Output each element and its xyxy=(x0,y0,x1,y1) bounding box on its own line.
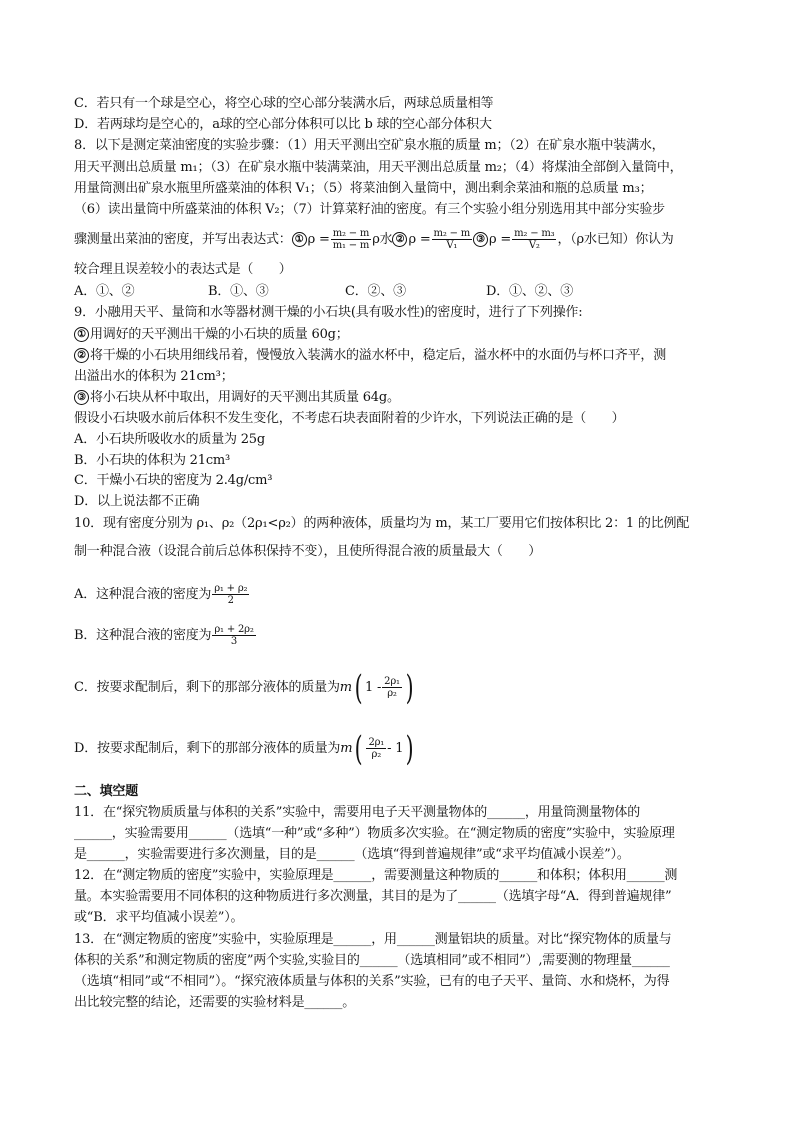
q10-option-c-m: m xyxy=(339,680,352,695)
q10-option-c-numerator: 2ρ₁ xyxy=(384,676,400,687)
formula-2-lhs: ρ = xyxy=(408,232,431,247)
circled-1: ① xyxy=(292,232,307,247)
q9-option-d: D．以上说法都不正确 xyxy=(74,494,200,509)
q10-option-c-one-minus: 1 - xyxy=(364,680,382,695)
q11-line-3: 是______，实验需要进行多次测量，目的是______（选填“得到普遍规律”或“求平均值减小误差”）。 xyxy=(74,847,630,862)
q10-line-1: 10．现有密度分别为 ρ₁、ρ₂（2ρ₁<ρ₂）的两种液体，质量均为 m，某工厂要用它们按体积比 2：1 的比例配 xyxy=(74,516,690,531)
formula-2-numerator: m₂ − m xyxy=(433,228,471,239)
formula-1-numerator: m₂ − m xyxy=(332,228,370,239)
q13-line-1: 13．在“测定物质的密度”实验中，实验原理是______，用______测量铝块的质量。对比“探究物体的质量与 xyxy=(74,932,672,947)
q9-assumption: 假设小石块吸水前后体积不发生变化，不考虑石块表面附着的少许水，下列说法正确的是（ ） xyxy=(74,411,625,426)
q9-step-2a-text: 将干燥的小石块用细线吊着，慢慢放入装满水的溢水杯中，稳定后，溢水杯中的水面仍与杯口齐平，测 xyxy=(90,348,667,363)
q7-option-c: C．若只有一个球是空心，将空心球的空心部分装满水后，两球总质量相等 xyxy=(74,96,494,111)
circled-1: ① xyxy=(74,327,89,342)
q8-line-5-suffix: ，（ρ水已知）你认为 xyxy=(557,232,674,247)
q8-line-4: （6）读出量筒中所盛菜油的体积 V₂；（7）计算菜籽油的密度。有三个实验小组分别选用其中部分实验步 xyxy=(74,202,665,217)
left-paren: ( xyxy=(354,667,363,708)
q10-option-a xyxy=(74,582,250,608)
q10-option-d-numerator: 2ρ₁ xyxy=(368,737,385,748)
right-paren: ) xyxy=(405,728,414,769)
q10-option-b-text: B．这种混合液的密度为 xyxy=(74,628,212,643)
q8-line-3: 用量筒测出矿泉水瓶里所盛菜油的体积 V₁；（5）将菜油倒入量筒中，测出剩余菜油和瓶的总质量 m₃； xyxy=(74,181,653,196)
q8-option-b: B．①、③ xyxy=(208,284,269,299)
q9-line-1: 9．小融用天平、量筒和水等器材测干燥的小石块(具有吸水性)的密度时，进行了下列操作: xyxy=(74,305,583,320)
q9-step-2a xyxy=(74,346,666,366)
q10-option-d-text: D．按要求配制后，剩下的那部分液体的质量为 xyxy=(74,741,341,756)
q10-option-c-text: C．按要求配制后，剩下的那部分液体的质量为 xyxy=(74,680,340,695)
q8-line-6: 较合理且误差较小的表达式是（ ） xyxy=(74,262,292,277)
right-paren: ) xyxy=(405,667,414,708)
q10-option-d xyxy=(74,728,416,769)
q10-option-b-fraction xyxy=(212,624,255,647)
formula-2-fraction xyxy=(432,228,473,251)
q8-line-5 xyxy=(74,228,674,252)
q8-line-1: 8．以下是测定菜油密度的实验步骤：（1）用天平测出空矿泉水瓶的质量 m；（2）在矿泉水瓶中装满水， xyxy=(74,138,665,153)
q9-option-b: B．小石块的体积为 21cm³ xyxy=(74,453,231,468)
q11-line-1: 11．在“探究物质质量与体积的关系”实验中，需要用电子天平测量物体的______，用量筒测量物体的 xyxy=(74,805,641,820)
formula-1-lhs: ρ = xyxy=(307,232,330,247)
q8-option-a: A．①、② xyxy=(74,284,135,299)
q8-option-c: C．②、③ xyxy=(345,284,406,299)
q12-line-1: 12．在“测定物质的密度”实验中，实验原理是______，需要测量这种物质的______和体积；体积用______测 xyxy=(74,868,678,883)
q11-line-2: ______，实验需要用______（选填“一种”或“多种”）物质多次实验。在“测定物质的密度”实验中，实验原理 xyxy=(74,826,675,841)
q13-line-4: 出比较完整的结论，还需要的实验材料是______。 xyxy=(74,995,356,1010)
q9-option-a: A．小石块所吸收水的质量为 25g xyxy=(74,432,265,447)
q13-line-3: （选填“相同”或“不相同”）。“探究液体质量与体积的关系”实验，已有的电子天平、量筒、水和烧杯，为得 xyxy=(74,974,670,989)
q10-line-2: 制一种混合液（设混合前后总体积保持不变），且使所得混合液的质量最大（ ） xyxy=(74,544,542,559)
q10-option-d-minus-one: - 1 xyxy=(387,741,404,756)
q9-step-1 xyxy=(74,325,349,345)
q9-step-1-text: 用调好的天平测出干燥的小石块的质量 60g； xyxy=(90,327,349,342)
q9-option-c: C．干燥小石块的密度为 2.4g/cm³ xyxy=(74,473,273,488)
q10-option-a-fraction xyxy=(212,583,249,606)
formula-3-lhs: ρ = xyxy=(489,232,512,247)
q12-line-3: 或“B．求平均值减小误差”）。 xyxy=(74,910,244,925)
q10-option-d-m: m xyxy=(340,741,353,756)
q10-option-d-denominator: ρ₂ xyxy=(371,749,382,760)
q10-option-b-numerator: ρ₁ + 2ρ₂ xyxy=(214,624,254,635)
formula-1-tail: ρ水 xyxy=(372,232,393,247)
q10-option-b xyxy=(74,623,257,649)
q9-step-3-text: 将小石块从杯中取出，用调好的天平测出其质量 64g。 xyxy=(90,390,400,405)
circled-2: ② xyxy=(392,232,407,247)
q10-option-a-denominator: 2 xyxy=(227,595,234,606)
circled-3: ③ xyxy=(74,390,89,405)
circled-2: ② xyxy=(74,348,89,363)
formula-3-denominator: V₂ xyxy=(528,240,540,251)
formula-1-denominator: m₁ − m xyxy=(332,240,370,251)
formula-1-fraction xyxy=(331,228,372,251)
circled-3: ③ xyxy=(473,232,488,247)
formula-2-denominator: V₁ xyxy=(446,240,458,251)
q8-line-5-prefix: 骤测量出菜油的密度，并写出表达式： xyxy=(74,232,292,247)
formula-3-fraction xyxy=(512,228,556,251)
q10-option-a-text: A．这种混合液的密度为 xyxy=(74,587,212,602)
q10-option-b-denominator: 3 xyxy=(230,636,238,647)
q13-line-2: 体积的关系”和测定物质的密度”两个实验,实验目的______（选填相同”或不相同”）,需要测的物理量______ xyxy=(74,953,670,968)
section-title-fill-in: 二、填空题 xyxy=(74,784,139,799)
q9-step-3 xyxy=(74,388,400,408)
q12-line-2: 量。本实验需要用不同体积的这种物质进行多次测量，其目的是为了______（选填字母“A．得到普遍规律” xyxy=(74,889,672,904)
q10-option-c xyxy=(74,667,416,708)
q10-option-c-fraction xyxy=(382,676,402,699)
q8-line-2: 用天平测出总质量 m₁；（3）在矿泉水瓶中装满菜油，用天平测出总质量 m₂；（4）将煤油全部倒入量筒中， xyxy=(74,160,683,175)
q8-option-d: D．①、②、③ xyxy=(486,284,574,299)
left-paren: ( xyxy=(354,728,363,769)
q10-option-a-numerator: ρ₁ + ρ₂ xyxy=(214,583,248,594)
q10-option-c-denominator: ρ₂ xyxy=(387,688,397,699)
q7-option-d: D．若两球均是空心的，a球的空心部分体积可以比 b 球的空心部分体积大 xyxy=(74,117,492,132)
q9-step-2b: 出溢出水的体积为 21cm³； xyxy=(74,369,234,384)
formula-3-numerator: m₂ − m₃ xyxy=(514,228,555,239)
q10-option-d-fraction xyxy=(366,737,386,760)
